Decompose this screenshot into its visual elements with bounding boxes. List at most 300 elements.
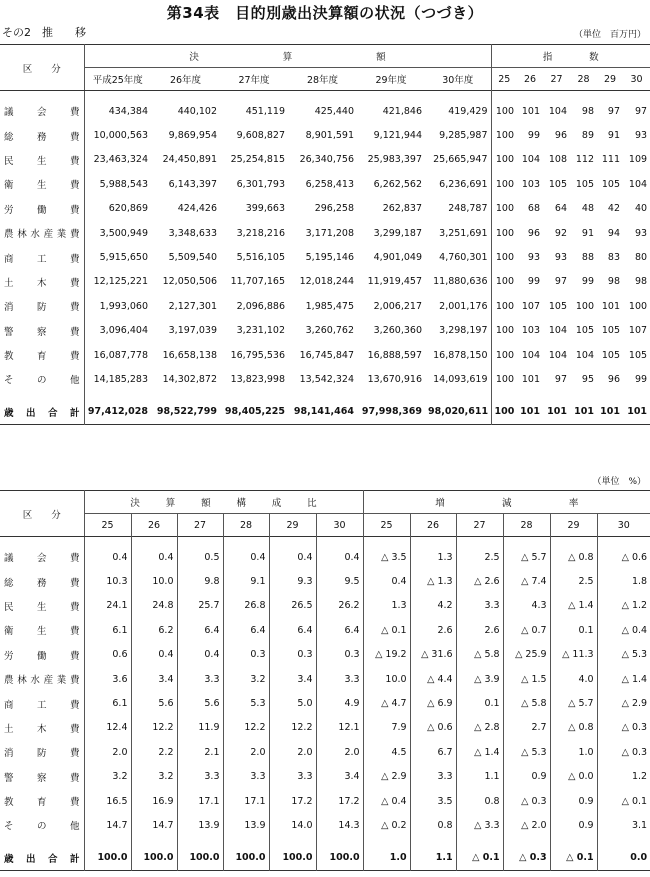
table-row <box>0 813 650 837</box>
amount-cell: 14,185,283 <box>93 373 148 385</box>
row-label: 衛生費 <box>0 172 84 196</box>
index-cell: 111 <box>601 154 621 166</box>
amount-cell: 12,050,506 <box>162 276 217 288</box>
composition-cell: 3.4 <box>316 765 363 789</box>
table-row <box>0 643 650 667</box>
composition-cell: 100.0 <box>177 846 223 871</box>
composition-cell: 5.6 <box>177 691 223 715</box>
table-row <box>0 618 650 642</box>
composition-cell: 24.1 <box>84 594 131 618</box>
index-cell: 100 <box>495 373 515 385</box>
table-row <box>0 148 650 172</box>
row-label: その他 <box>0 367 84 391</box>
table-row <box>0 740 650 764</box>
index-cell: 107 <box>628 325 648 337</box>
amount-cell: 3,260,360 <box>373 325 422 337</box>
unit-label-amounts: （単位 百万円） <box>573 30 646 40</box>
composition-cell: 0.3 <box>316 643 363 667</box>
index-year-header: 28 <box>577 73 590 85</box>
change-rate-cell: △ 2.9 <box>621 698 648 710</box>
composition-cell: 14.3 <box>316 813 363 837</box>
change-rate-cell: △ 0.1 <box>363 618 410 642</box>
composition-cell: 9.8 <box>177 569 223 593</box>
table-row <box>0 245 650 269</box>
change-rate-cell: △ 25.9 <box>503 643 550 667</box>
amount-cell: 13,542,324 <box>299 373 354 385</box>
row-label: 労働費 <box>0 643 84 667</box>
amount-cell: 3,231,102 <box>236 325 285 337</box>
change-rate-cell: △ 0.3 <box>621 746 648 758</box>
composition-cell: 6.4 <box>269 618 316 642</box>
change-rate-cell: 2.6 <box>410 618 456 642</box>
change-rate-cell: 1.8 <box>631 576 648 588</box>
composition-cell: 12.2 <box>223 716 269 740</box>
composition-cell: 100.0 <box>131 846 177 871</box>
change-rate-cell: 7.9 <box>363 716 410 740</box>
amount-year-header: 平成25年度 <box>92 75 143 86</box>
table-row <box>0 221 650 245</box>
index-cell: 91 <box>607 130 621 142</box>
table-row <box>0 594 650 618</box>
amount-cell: 6,301,793 <box>236 178 285 190</box>
index-cell: 100 <box>495 178 515 190</box>
composition-cell: 0.4 <box>177 643 223 667</box>
composition-cell: 17.2 <box>316 789 363 813</box>
change-rate-cell: 0.9 <box>550 789 597 813</box>
index-cell: 105 <box>575 178 595 190</box>
amount-cell: 97,998,369 <box>361 406 422 418</box>
change-rate-cell: △ 5.3 <box>503 740 550 764</box>
index-cell: 100 <box>495 154 515 166</box>
change-rate-cell: 1.0 <box>363 846 410 871</box>
amount-cell: 1,985,475 <box>305 300 354 312</box>
composition-year-header: 27 <box>177 514 223 537</box>
row-label: 商工費 <box>0 245 84 269</box>
change-rate-cell: △ 0.6 <box>621 551 648 563</box>
index-cell: 92 <box>554 227 568 239</box>
composition-cell: 26.8 <box>223 594 269 618</box>
composition-cell: 17.2 <box>269 789 316 813</box>
change-rate-cell: △ 6.9 <box>410 691 456 715</box>
index-cell: 99 <box>527 276 541 288</box>
amount-cell: 6,236,691 <box>425 172 491 196</box>
change-rate-cell: △ 0.7 <box>503 618 550 642</box>
amount-cell: 424,426 <box>177 203 217 215</box>
composition-year-header: 30 <box>316 514 363 537</box>
change-rate-cell: △ 0.4 <box>621 624 648 636</box>
composition-cell: 0.4 <box>316 545 363 569</box>
composition-cell: 0.4 <box>223 545 269 569</box>
amount-year-header: 27年度 <box>238 75 270 86</box>
composition-cell: 6.4 <box>177 618 223 642</box>
index-cell: 103 <box>521 325 541 337</box>
amount-cell: 11,880,636 <box>425 270 491 294</box>
composition-cell: 2.0 <box>84 740 131 764</box>
composition-cell: 13.9 <box>223 813 269 837</box>
index-cell: 99 <box>527 130 541 142</box>
change-year-header: 26 <box>410 514 456 537</box>
composition-cell: 6.4 <box>316 618 363 642</box>
index-cell: 99 <box>581 276 595 288</box>
change-rate-cell: 2.5 <box>550 569 597 593</box>
composition-cell: 10.0 <box>131 569 177 593</box>
composition-cell: 3.3 <box>223 765 269 789</box>
composition-cell: 2.0 <box>316 740 363 764</box>
change-rate-cell: △ 19.2 <box>363 643 410 667</box>
amount-cell: 451,119 <box>245 105 285 117</box>
row-label: 消防費 <box>0 294 84 318</box>
composition-cell: 10.3 <box>84 569 131 593</box>
amount-cell: 425,440 <box>314 105 354 117</box>
amount-cell: 399,663 <box>245 203 285 215</box>
composition-cell: 0.6 <box>84 643 131 667</box>
amount-cell: 25,983,397 <box>367 154 422 166</box>
change-year-header: 25 <box>363 514 410 537</box>
change-rate-cell: △ 1.4 <box>621 673 648 685</box>
index-cell: 105 <box>601 325 621 337</box>
index-cell: 101 <box>520 406 541 418</box>
amount-cell: 1,993,060 <box>99 300 148 312</box>
change-rate-cell: 2.6 <box>456 618 503 642</box>
index-cell: 105 <box>628 349 648 361</box>
change-rate-cell: △ 3.3 <box>456 813 503 837</box>
change-rate-cell: △ 0.1 <box>456 846 503 871</box>
change-rate-cell: △ 0.8 <box>550 545 597 569</box>
amount-cell: 248,787 <box>425 197 491 221</box>
composition-year-header: 26 <box>131 514 177 537</box>
change-rate-cell: △ 2.0 <box>503 813 550 837</box>
composition-cell: 3.4 <box>269 667 316 691</box>
composition-cell: 100.0 <box>269 846 316 871</box>
change-rate-cell: △ 0.1 <box>550 846 597 871</box>
index-cell: 101 <box>521 105 541 117</box>
amount-cell: 11,919,457 <box>367 276 422 288</box>
change-rate-cell: △ 1.4 <box>550 594 597 618</box>
amount-cell: 23,463,324 <box>93 154 148 166</box>
index-cell: 100 <box>495 349 515 361</box>
row-label: 農林水産業費 <box>0 667 84 691</box>
composition-cell: 14.7 <box>131 813 177 837</box>
change-rate-cell: 4.5 <box>363 740 410 764</box>
composition-cell: 12.2 <box>131 716 177 740</box>
index-cell: 48 <box>581 203 595 215</box>
row-label: 警察費 <box>0 319 84 343</box>
amount-cell: 421,846 <box>382 105 422 117</box>
amount-cell: 11,707,165 <box>230 276 285 288</box>
index-cell: 107 <box>521 300 541 312</box>
change-rate-cell: △ 5.7 <box>550 691 597 715</box>
total-row <box>0 400 650 425</box>
amount-cell: 3,096,404 <box>99 325 148 337</box>
amount-cell: 620,869 <box>108 203 148 215</box>
table-row <box>0 172 650 196</box>
amount-cell: 5,915,650 <box>99 252 148 264</box>
index-cell: 83 <box>607 252 621 264</box>
row-label: 議会費 <box>0 99 84 123</box>
composition-year-header: 25 <box>84 514 131 537</box>
composition-change-table <box>0 490 650 871</box>
amount-cell: 2,001,176 <box>425 294 491 318</box>
composition-cell: 3.2 <box>131 765 177 789</box>
row-label: 土木費 <box>0 270 84 294</box>
amount-cell: 296,258 <box>314 203 354 215</box>
change-year-header: 30 <box>617 519 630 531</box>
amount-cell: 9,869,954 <box>168 130 217 142</box>
amount-year-header: 29年度 <box>375 75 407 86</box>
composition-cell: 11.9 <box>177 716 223 740</box>
table-row <box>0 123 650 147</box>
change-rate-cell: 0.9 <box>503 765 550 789</box>
amount-cell: 25,665,947 <box>425 148 491 172</box>
amount-cell: 9,285,987 <box>425 123 491 147</box>
composition-cell: 100.0 <box>316 846 363 871</box>
amount-year-header: 26年度 <box>169 75 202 86</box>
index-cell: 100 <box>495 105 515 117</box>
composition-year-header: 29 <box>269 514 316 537</box>
index-cell: 95 <box>581 373 595 385</box>
index-cell: 103 <box>521 178 541 190</box>
amount-cell: 9,121,944 <box>373 130 422 142</box>
index-group-header: 指 数 <box>491 45 650 68</box>
composition-cell: 6.1 <box>84 618 131 642</box>
change-rate-cell: △ 3.5 <box>363 545 410 569</box>
change-rate-cell: 0.0 <box>630 852 648 864</box>
change-rate-cell: 10.0 <box>363 667 410 691</box>
amount-year-header: 30年度 <box>425 68 491 91</box>
change-year-header: 29 <box>550 514 597 537</box>
amount-cell: 98,405,225 <box>224 406 285 418</box>
change-rate-cell: △ 5.8 <box>456 643 503 667</box>
composition-cell: 4.9 <box>316 691 363 715</box>
composition-cell: 2.2 <box>131 740 177 764</box>
change-rate-cell: △ 0.0 <box>550 765 597 789</box>
composition-cell: 14.0 <box>269 813 316 837</box>
index-cell: 101 <box>574 406 595 418</box>
index-cell: 100 <box>495 203 515 215</box>
change-rate-cell: △ 4.7 <box>363 691 410 715</box>
composition-cell: 6.1 <box>84 691 131 715</box>
change-rate-cell: 4.2 <box>410 594 456 618</box>
composition-cell: 9.5 <box>316 569 363 593</box>
composition-cell: 12.2 <box>269 716 316 740</box>
index-cell: 93 <box>634 227 648 239</box>
amount-cell: 6,262,562 <box>373 178 422 190</box>
index-cell: 100 <box>495 252 515 264</box>
composition-cell: 3.6 <box>84 667 131 691</box>
index-cell: 101 <box>627 406 648 418</box>
index-cell: 94 <box>607 227 621 239</box>
change-rate-cell: 2.5 <box>456 545 503 569</box>
amount-cell: 3,500,949 <box>99 227 148 239</box>
change-rate-cell: △ 4.4 <box>410 667 456 691</box>
index-cell: 93 <box>554 252 568 264</box>
table-row <box>0 716 650 740</box>
index-cell: 101 <box>601 300 621 312</box>
table-row <box>0 294 650 318</box>
index-cell: 104 <box>521 154 541 166</box>
amount-cell: 8,901,591 <box>305 130 354 142</box>
amount-cell: 6,143,397 <box>168 178 217 190</box>
amount-cell: 3,197,039 <box>168 325 217 337</box>
amount-cell: 9,608,827 <box>236 130 285 142</box>
change-rate-cell: △ 5.3 <box>621 649 648 661</box>
composition-cell: 0.3 <box>269 643 316 667</box>
index-cell: 96 <box>607 373 621 385</box>
amount-cell: 6,258,413 <box>305 178 354 190</box>
change-rate-cell: 3.3 <box>410 765 456 789</box>
amount-cell: 5,509,540 <box>168 252 217 264</box>
composition-cell: 3.3 <box>316 667 363 691</box>
composition-cell: 26.5 <box>269 594 316 618</box>
section-subtitle: その2 推 移 <box>2 26 86 39</box>
amount-cell: 16,795,536 <box>230 349 285 361</box>
index-year-header: 25 <box>498 73 511 85</box>
row-label: 歳出合計 <box>0 846 84 871</box>
amount-cell: 5,988,543 <box>99 178 148 190</box>
change-rate-cell: △ 0.3 <box>621 722 648 734</box>
composition-cell: 5.0 <box>269 691 316 715</box>
table-row <box>0 667 650 691</box>
change-rate-cell: 3.1 <box>631 819 648 831</box>
composition-cell: 3.3 <box>177 765 223 789</box>
change-rate-cell: △ 0.4 <box>363 789 410 813</box>
amount-cell: 16,878,150 <box>425 343 491 367</box>
composition-cell: 12.1 <box>316 716 363 740</box>
composition-year-header: 28 <box>223 514 269 537</box>
index-cell: 105 <box>548 300 568 312</box>
composition-cell: 3.3 <box>269 765 316 789</box>
row-label: 民生費 <box>0 148 84 172</box>
change-rate-cell: 4.3 <box>503 594 550 618</box>
composition-cell: 16.9 <box>131 789 177 813</box>
amount-cell: 25,254,815 <box>230 154 285 166</box>
composition-cell: 14.7 <box>84 813 131 837</box>
table-row <box>0 691 650 715</box>
change-rate-cell: △ 0.2 <box>363 813 410 837</box>
amount-cell: 98,141,464 <box>293 406 354 418</box>
row-label: 教育費 <box>0 343 84 367</box>
row-label: 民生費 <box>0 594 84 618</box>
category-header: 区 分 <box>0 45 84 91</box>
change-rate-cell: △ 2.6 <box>456 569 503 593</box>
index-cell: 40 <box>634 203 648 215</box>
row-label: 土木費 <box>0 716 84 740</box>
table-row <box>0 789 650 813</box>
amount-cell: 98,020,611 <box>425 400 491 425</box>
amount-cell: 3,218,216 <box>236 227 285 239</box>
composition-cell: 6.2 <box>131 618 177 642</box>
change-rate-cell: △ 1.2 <box>621 600 648 612</box>
composition-cell: 12.4 <box>84 716 131 740</box>
amount-cell: 16,745,847 <box>299 349 354 361</box>
change-rate-cell: △ 1.4 <box>456 740 503 764</box>
composition-cell: 0.4 <box>84 545 131 569</box>
composition-cell: 0.5 <box>177 545 223 569</box>
row-label: 歳出合計 <box>0 400 84 425</box>
composition-cell: 3.4 <box>131 667 177 691</box>
composition-cell: 0.3 <box>223 643 269 667</box>
amount-cell: 14,093,619 <box>425 367 491 391</box>
amount-cell: 16,658,138 <box>162 349 217 361</box>
composition-cell: 17.1 <box>177 789 223 813</box>
row-label: 商工費 <box>0 691 84 715</box>
table-row <box>0 765 650 789</box>
index-cell: 100 <box>495 227 515 239</box>
index-cell: 98 <box>634 276 648 288</box>
amount-cell: 10,000,563 <box>93 130 148 142</box>
composition-cell: 5.3 <box>223 691 269 715</box>
amount-group-header: 決 算 額 <box>84 45 491 68</box>
index-cell: 88 <box>581 252 595 264</box>
index-cell: 93 <box>527 252 541 264</box>
index-cell: 42 <box>607 203 621 215</box>
composition-cell: 3.2 <box>84 765 131 789</box>
row-label: 農林水産業費 <box>0 221 84 245</box>
index-cell: 97 <box>554 373 568 385</box>
table-row <box>0 99 650 123</box>
index-cell: 97 <box>607 105 621 117</box>
change-rate-cell: 1.1 <box>456 765 503 789</box>
amount-cell: 24,450,891 <box>162 154 217 166</box>
index-cell: 104 <box>548 105 568 117</box>
composition-cell: 100.0 <box>223 846 269 871</box>
row-label: 消防費 <box>0 740 84 764</box>
change-rate-cell: △ 1.3 <box>410 569 456 593</box>
change-rate-cell: 6.7 <box>410 740 456 764</box>
index-cell: 109 <box>628 154 648 166</box>
index-cell: 96 <box>554 130 568 142</box>
index-cell: 101 <box>547 406 568 418</box>
index-cell: 101 <box>600 406 621 418</box>
change-rate-cell: 1.3 <box>363 594 410 618</box>
index-cell: 104 <box>628 178 648 190</box>
composition-cell: 24.8 <box>131 594 177 618</box>
table-row <box>0 343 650 367</box>
amount-cell: 98,522,799 <box>156 406 217 418</box>
table-row <box>0 545 650 569</box>
change-rate-cell: △ 0.6 <box>410 716 456 740</box>
change-rate-cell: △ 1.5 <box>503 667 550 691</box>
change-rate-cell: 0.1 <box>456 691 503 715</box>
amount-cell: 4,901,049 <box>373 252 422 264</box>
row-label: 教育費 <box>0 789 84 813</box>
index-cell: 100 <box>575 300 595 312</box>
amount-cell: 3,299,187 <box>373 227 422 239</box>
row-label: 総務費 <box>0 123 84 147</box>
change-rate-cell: 1.3 <box>410 545 456 569</box>
index-cell: 80 <box>634 252 648 264</box>
composition-cell: 3.3 <box>177 667 223 691</box>
change-rate-cell: 1.2 <box>631 771 648 783</box>
index-cell: 68 <box>527 203 541 215</box>
amount-cell: 97,412,028 <box>87 406 148 418</box>
amount-cell: 5,516,105 <box>236 252 285 264</box>
index-year-header: 30 <box>630 73 643 85</box>
change-rate-cell: △ 7.4 <box>503 569 550 593</box>
index-cell: 93 <box>634 130 648 142</box>
amount-cell: 16,888,597 <box>367 349 422 361</box>
amount-cell: 434,384 <box>108 105 148 117</box>
index-cell: 89 <box>581 130 595 142</box>
table-row <box>0 270 650 294</box>
index-cell: 100 <box>495 130 515 142</box>
amount-cell: 12,018,244 <box>299 276 354 288</box>
amount-cell: 3,348,633 <box>168 227 217 239</box>
change-rate-cell: 3.3 <box>456 594 503 618</box>
change-rate-cell: 2.7 <box>503 716 550 740</box>
index-year-header: 29 <box>603 73 617 85</box>
amount-cell: 4,760,301 <box>425 245 491 269</box>
